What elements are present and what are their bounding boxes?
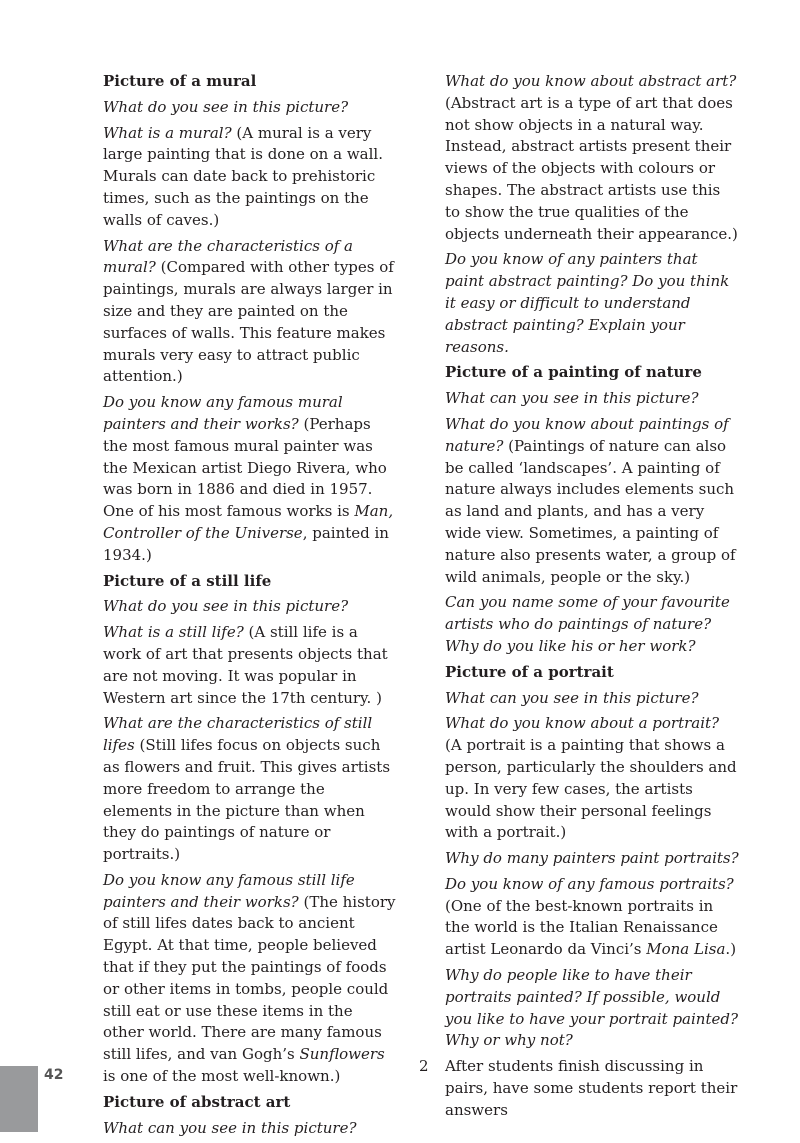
step-number: 2 <box>419 1057 429 1076</box>
question: What can you see in this picture? <box>445 389 699 408</box>
question-answer <box>103 622 398 709</box>
answer: (A still life is a work of art that presents objects that are not moving. It was popular in Western art since the 17th century. ) <box>103 623 388 707</box>
question: Why do many painters paint portraits? <box>445 849 739 868</box>
question: What do you see in this picture? <box>103 597 349 616</box>
artwork-title: Sunflowers <box>299 1045 385 1064</box>
answer: is one of the most well-known.) <box>103 1067 341 1086</box>
question: Do you know of any painters that paint abstract painting? Do you think it easy or difficult to understand abstract painting? Explain your reasons. <box>445 250 730 356</box>
answer: (Still lifes focus on objects such as flowers and fruit. This gives artists more freedom to arrange the elements in the picture than when they do paintings of nature or portraits.) <box>103 736 391 864</box>
question: What are the characteristics of still lifes <box>103 714 373 755</box>
question: Do you know any famous still life painters and their works? <box>103 870 355 911</box>
page-number: 42 <box>44 1067 64 1083</box>
answer: (The history of still lifes dates back to ancient Egypt. At that time, people believed that if they put the paintings of foods or other items in tombs, people could still eat or use these items in the other world. There are many famous still lifes, and van Gogh’s <box>103 892 396 1064</box>
question: What do you know about abstract art? <box>445 72 737 90</box>
answer: (Paintings of nature can also be called ‘landscapes’. A painting of nature always includes elements such as land and plants, and has a very wide view. Sometimes, a painting of nature also presents water, a group of wild animals, people or the sky.) <box>445 436 736 586</box>
question-answer <box>445 414 740 588</box>
question: What is a still life? <box>103 623 244 642</box>
question: What do you know about a portrait? <box>445 714 720 733</box>
artwork-title: Mona Lisa <box>646 940 726 959</box>
right-column <box>419 71 740 1126</box>
question: What can you see in this picture? <box>103 1118 357 1137</box>
question: What is a mural? <box>103 123 232 142</box>
artwork-title: Man, Controller of the Universe <box>103 502 394 542</box>
section-heading-abstract: Picture of abstract art <box>103 1092 291 1111</box>
question-answer <box>103 713 398 866</box>
question: What can you see in this picture? <box>445 688 699 707</box>
question: What do you see in this picture? <box>103 97 349 116</box>
section-heading-mural: Picture of a mural <box>103 72 257 90</box>
question: Can you name some of your favourite artists who do paintings of nature? Why do you like his or her work? <box>445 593 730 655</box>
answer: (A portrait is a painting that shows a person, particularly the shoulders and up. In very few cases, the artists would show their personal feelings with a portrait.) <box>445 736 737 842</box>
question-answer <box>103 123 398 232</box>
question: Do you know of any famous portraits? <box>445 874 734 893</box>
answer: (Perhaps the most famous mural painter was the Mexican artist Diego Rivera, who was born in 1886 and died in 1957. One of his most famous works is <box>103 414 387 521</box>
question: Do you know any famous mural painters and their works? <box>103 393 343 433</box>
section-heading-nature: Picture of a painting of nature <box>445 363 702 382</box>
question-answer <box>103 392 398 566</box>
question-answer <box>103 236 398 389</box>
answer: .) <box>725 940 737 959</box>
question-answer <box>445 71 740 245</box>
answer: (Compared with other types of paintings, murals are always larger in size and they are painted on the surfaces of walls. This feature makes murals very easy to attract public attention.) <box>103 258 394 386</box>
question: What are the characteristics of a mural? <box>103 236 353 277</box>
section-heading-still-life: Picture of a still life <box>103 571 272 590</box>
numbered-step <box>419 1056 740 1121</box>
section-heading-portrait: Picture of a portrait <box>445 662 614 681</box>
step-text: After students finish discussing in pairs, have some students report their answers <box>445 1057 738 1119</box>
answer: (Abstract art is a type of art that does not show objects in a natural way. Instead, abstract artists present their views of the objects with colours or shapes. The abstract artists use this to show the true qualities of the objects underneath their appearance.) <box>445 93 738 243</box>
answer: (One of the best-known portraits in the world is the Italian Renaissance artist Leonardo da Vinci’s <box>445 896 718 959</box>
question: Why do people like to have their portraits painted? If possible, would you like to have your portrait painted? Why or why not? <box>445 966 739 1050</box>
answer: , painted in 1934.) <box>103 523 389 564</box>
left-column <box>103 71 398 1143</box>
question-answer <box>445 713 740 844</box>
question: What do you know about paintings of nature? <box>445 414 729 455</box>
question-answer <box>445 874 740 961</box>
question-answer <box>103 870 398 1088</box>
page-margin-bar <box>0 1066 38 1132</box>
answer: (A mural is a very large painting that is done on a wall. Murals can date back to prehistoric times, such as the paintings on the walls of caves.) <box>103 123 383 229</box>
